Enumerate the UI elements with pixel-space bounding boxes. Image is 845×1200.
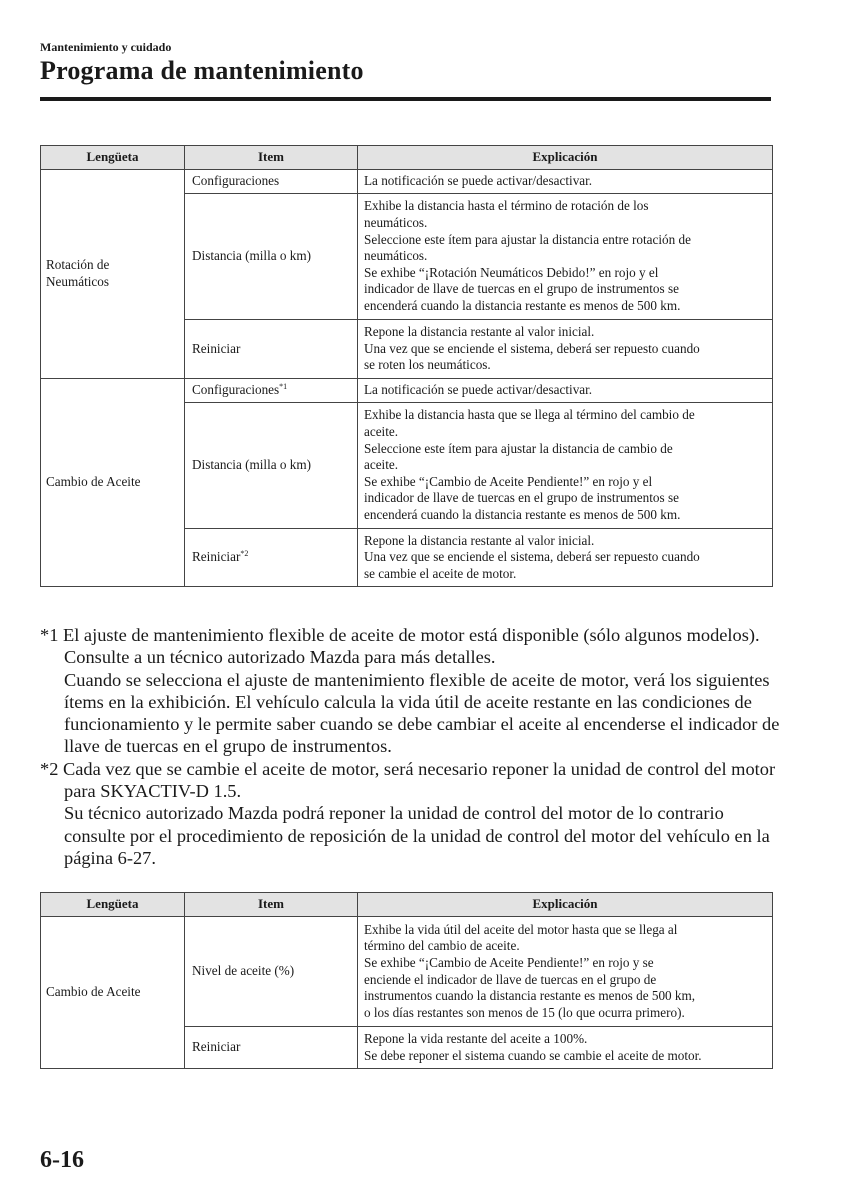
item-cell — [185, 529, 358, 587]
explanation-cell — [358, 194, 773, 320]
column-header-tab: Lengüeta — [41, 893, 185, 917]
explanation-line: Repone la vida restante del aceite a 100%. — [364, 1030, 588, 1046]
explanation-line: aceite. — [364, 457, 399, 473]
explanation-line: término del cambio de aceite. — [364, 938, 520, 954]
explanation-line: Se exhibe “¡Cambio de Aceite Pendiente!” en rojo y se — [364, 954, 654, 970]
explanation-cell — [358, 1027, 773, 1069]
footnote-text: *2 Cada vez que se cambie el aceite de motor, será necesario reponer la unidad de control del motor para SKYACTIV-D 1.5. — [40, 758, 776, 802]
column-header-tab: Lengüeta — [41, 146, 185, 170]
explanation-line: instrumentos cuando la distancia restante es menos de 500 km, — [364, 988, 696, 1004]
item-cell — [185, 403, 358, 529]
explanation-line: Repone la distancia restante al valor inicial. — [364, 324, 595, 340]
page-number: 6-16 — [40, 1147, 84, 1173]
explanation-line: neumáticos. — [364, 248, 428, 264]
explanation-line: Una vez que se enciende el sistema, deberá ser repuesto cuando — [364, 340, 700, 356]
item-footnote-ref: *2 — [240, 549, 249, 559]
item-label: Reiniciar — [192, 549, 241, 565]
explanation-line: encenderá cuando la distancia restante es menos de 500 km. — [364, 506, 681, 522]
item-cell — [185, 194, 358, 320]
footnote-text: Cuando se selecciona el ajuste de mantenimiento flexible de aceite de motor, verá los siguientes ítems en la exhibición. El vehículo calcula la vida útil de aceite restante en las condiciones de funcionamiento y le permite saber cuando se debe cambiar el aceite al encenderse el indicador de llave de tuercas en el grupo de instrumentos. — [64, 669, 780, 757]
item-label: Reiniciar — [192, 340, 241, 356]
table-header-row — [41, 146, 773, 170]
maintenance-table-1 — [40, 145, 773, 587]
table-row — [41, 379, 773, 403]
item-label: Configuraciones — [192, 173, 280, 189]
explanation-line: indicador de llave de tuercas en el grupo de instrumentos se — [364, 490, 679, 506]
item-label: Nivel de aceite (%) — [192, 963, 295, 979]
explanation-line: Repone la distancia restante al valor inicial. — [364, 532, 595, 548]
table-row — [41, 170, 773, 194]
explanation-line: Una vez que se enciende el sistema, deberá ser repuesto cuando — [364, 549, 700, 565]
maintenance-table-2 — [40, 892, 773, 1069]
explanation-cell — [358, 403, 773, 529]
explanation-line: o los días restantes son menos de 15 (lo que ocurra primero). — [364, 1004, 685, 1020]
explanation-line: encenderá cuando la distancia restante es menos de 500 km. — [364, 297, 681, 313]
footnote — [40, 758, 780, 869]
footnote — [40, 624, 780, 758]
explanation-line: Exhibe la distancia hasta que se llega al término del cambio de — [364, 407, 695, 423]
explanation-line: Se exhibe “¡Rotación Neumáticos Debido!” en rojo y el — [364, 264, 659, 280]
item-cell — [185, 379, 358, 403]
item-footnote-ref: *1 — [279, 382, 288, 392]
item-cell — [185, 320, 358, 379]
explanation-line: indicador de llave de tuercas en el grupo de instrumentos se — [364, 281, 679, 297]
title-rule — [40, 97, 771, 101]
column-header-explanation: Explicación — [358, 893, 773, 917]
explanation-line: La notificación se puede activar/desactivar. — [364, 382, 593, 398]
explanation-cell — [358, 320, 773, 379]
table-header-row — [41, 893, 773, 917]
page-title: Programa de mantenimiento — [40, 56, 364, 85]
item-cell — [185, 170, 358, 194]
footnote-text: Su técnico autorizado Mazda podrá reponer la unidad de control del motor de lo contrario consulte por el procedimiento de reposición de la unidad de control del motor del vehículo en la página 6-27. — [64, 803, 770, 868]
explanation-line: enciende el indicador de llave de tuercas en el grupo de — [364, 971, 657, 987]
footnotes — [40, 624, 780, 869]
explanation-cell — [358, 170, 773, 194]
table-row — [41, 917, 773, 1027]
tab-label: Cambio de Aceite — [46, 474, 141, 490]
section-header: Mantenimiento y cuidado — [40, 40, 172, 54]
explanation-line: Seleccione este ítem para ajustar la distancia de cambio de — [364, 440, 673, 456]
explanation-line: aceite. — [364, 424, 399, 440]
column-header-item: Item — [185, 893, 358, 917]
explanation-line: se roten los neumáticos. — [364, 357, 491, 373]
explanation-cell — [358, 379, 773, 403]
explanation-line: se cambie el aceite de motor. — [364, 565, 517, 581]
item-cell — [185, 1027, 358, 1069]
explanation-line: Seleccione este ítem para ajustar la distancia entre rotación de — [364, 231, 691, 247]
footnote-text: *1 El ajuste de mantenimiento flexible de aceite de motor está disponible (sólo algunos modelos). Consulte a un técnico autorizado Mazda para más detalles. — [40, 625, 760, 668]
explanation-line: neumáticos. — [364, 215, 428, 231]
explanation-cell — [358, 529, 773, 587]
tab-label: Cambio de Aceite — [46, 984, 141, 1000]
item-label: Configuraciones — [192, 382, 280, 398]
item-label: Distancia (milla o km) — [192, 457, 312, 473]
tab-cell — [41, 917, 185, 1069]
tab-label: Neumáticos — [46, 274, 109, 289]
tab-cell — [41, 379, 185, 587]
column-header-item: Item — [185, 146, 358, 170]
tab-cell — [41, 170, 185, 379]
item-label: Reiniciar — [192, 1039, 241, 1055]
explanation-line: La notificación se puede activar/desactivar. — [364, 173, 593, 189]
explanation-line: Se exhibe “¡Cambio de Aceite Pendiente!” en rojo y el — [364, 473, 653, 489]
explanation-line: Se debe reponer el sistema cuando se cambie el aceite de motor. — [364, 1047, 702, 1063]
explanation-line: Exhibe la distancia hasta el término de rotación de los — [364, 198, 649, 214]
item-cell — [185, 917, 358, 1027]
explanation-line: Exhibe la vida útil del aceite del motor hasta que se llega al — [364, 921, 678, 937]
tab-label: Rotación de — [46, 257, 110, 273]
item-label: Distancia (milla o km) — [192, 248, 312, 264]
column-header-explanation: Explicación — [358, 146, 773, 170]
explanation-cell — [358, 917, 773, 1027]
